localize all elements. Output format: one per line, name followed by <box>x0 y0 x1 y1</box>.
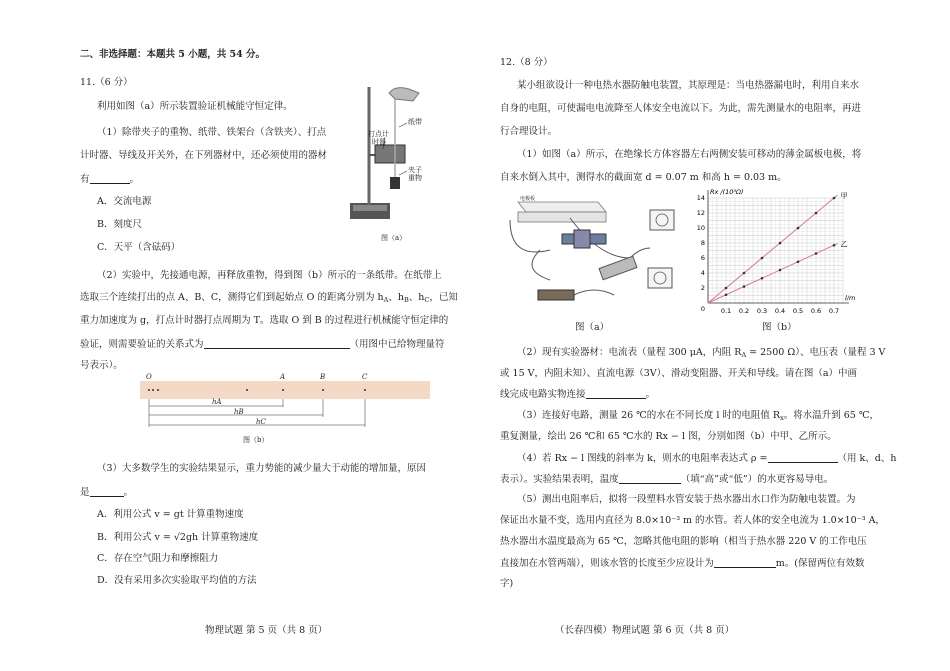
q11-p2-line2: 选取三个连续打出的点 A、B、C，测得它们到起始点 O 的距离分别为 $h_A$、$h_B$、$h_C$，已知 <box>80 292 458 304</box>
y-tick-label: 10 <box>696 224 705 232</box>
tape-label-b: B <box>320 373 326 381</box>
q12-intro-line3: 行合理设计。 <box>500 126 558 137</box>
fig-a-caption-right: 图（a） <box>575 322 610 333</box>
option-1b: B．刻度尺 <box>97 219 142 230</box>
data-point <box>761 257 764 260</box>
data-point <box>833 244 836 247</box>
tape-label-hb: hB <box>234 408 244 416</box>
y-tick-label: 4 <box>700 269 705 277</box>
label-paper-tape: 纸带 <box>408 118 422 126</box>
q12-p3-line1: （3）连接好电路，测量 26 ℃的水在不同长度 l 时的电阻值 $R_x$。将水温升到 65 ℃， <box>517 410 879 422</box>
data-point <box>743 285 746 288</box>
q11-p3-line2: 是 。 <box>80 487 134 498</box>
data-point <box>725 287 728 290</box>
q12-p2-line2: 或 15 V，内阻未知）、直流电源（3V）、滑动变阻器、开关和导线。请在图（a）中画 <box>500 368 858 379</box>
q11-header: 11.（6 分） <box>80 77 133 88</box>
option-3a: A．利用公式 v = gt 计算重物速度 <box>97 509 244 520</box>
q12-p5-line4: 直接加在水管两端），则该水管的长度至少应设计为 m。(保留两位有效数 <box>500 558 865 569</box>
tape-label-a: A <box>280 373 286 381</box>
data-point <box>779 242 782 245</box>
x-tick-label: 0.4 <box>774 307 786 315</box>
q11-p1-line2: 计时器、导线及开关外，在下列器材中，还必须使用的器材 <box>80 150 328 161</box>
x-tick-label: 0.3 <box>756 307 768 315</box>
label-container: 电极板 <box>520 196 536 202</box>
figure-b-caption: 图（b） <box>243 436 269 444</box>
q11-p3-line1: （3）大多数学生的实验结果显示，重力势能的减少量大于动能的增加量，原因 <box>97 463 427 474</box>
x-axis-label: l/m <box>845 294 856 302</box>
data-point <box>725 293 728 296</box>
q11-intro: 利用如图（a）所示装置验证机械能守恒定律。 <box>97 101 293 112</box>
q11-p1-line1: （1）除带夹子的重物、纸带、铁架台（含铁夹）、打点 <box>97 127 327 138</box>
q11-p2-line3: 重力加速度为 g，打点计时器打点周期为 T。选取 O 到 B 的过程进行机械能守恒定律的 <box>80 315 449 326</box>
circuit-figure <box>500 190 680 312</box>
y-axis-label: Rx /(10³Ω) <box>710 188 744 196</box>
q12-header: 12.（8 分） <box>500 57 553 68</box>
data-point <box>779 269 782 272</box>
series-label: 甲 <box>840 192 848 200</box>
q12-intro-line1: 某小组欲设计一种电热水器防触电装置，其原理是：当电热器漏电时，利用自来水 <box>517 80 860 91</box>
q12-intro-line2: 自身的电阻，可使漏电电流降至人体安全电流以下。为此，需先测量水的电阻率，再进 <box>500 103 862 114</box>
label-weight: 重物 <box>408 174 422 182</box>
q11-p2-line1: （2）实验中，先接通电源，再释放重物，得到图（b）所示的一条纸带。在纸带上 <box>97 270 442 281</box>
q11-p2-line5: 号表示）。 <box>80 360 123 371</box>
q12-p5-line1: （5）测出电阻率后，拟将一段塑料水管安装于热水器出水口作为防触电装置。为 <box>517 494 856 505</box>
figure-a-caption: 图（a） <box>381 234 407 242</box>
figure-b-tape <box>135 375 435 433</box>
y-tick-label: 6 <box>700 254 705 262</box>
x-tick-label: 0.1 <box>720 307 732 315</box>
series-line-0 <box>708 195 838 303</box>
label-timer-1: 打点计 <box>368 130 389 138</box>
origin-label: 0 <box>700 305 705 313</box>
q12-p2-line1: （2）现有实验器材：电流表（量程 300 μA，内阻 $R_A = 2500$ Ω）、电压表（量程 3 V <box>517 347 886 359</box>
y-tick-label: 8 <box>700 239 705 247</box>
data-point <box>797 260 800 263</box>
q11-p1-line3: 有 。 <box>80 174 140 185</box>
x-tick-label: 0.2 <box>738 307 750 315</box>
q12-p1-line2: 自来水倒入其中，测得水的截面宽 d = 0.07 m 和高 h = 0.03 m。 <box>500 172 787 183</box>
q12-p4-line2: 表示）。实验结果表明，温度 （填“高”或“低”）的水更容易导电。 <box>500 474 834 485</box>
data-point <box>761 277 764 280</box>
q12-p5-line3: 热水器出水温度最高为 65 ℃，忽略其他电阻的影响（相当于热水器 220 V 的工作电压 <box>500 536 867 547</box>
tape-label-hc: hC <box>256 418 266 426</box>
q11-p2-line4: 验证，则需要验证的关系式为 （用图中已给物理量符 <box>80 339 445 350</box>
fig-b-caption-right: 图（b） <box>762 322 797 333</box>
option-3c: C．存在空气阻力和摩擦阻力 <box>97 553 219 564</box>
x-tick-label: 0.6 <box>810 307 822 315</box>
data-point <box>743 272 746 275</box>
tape-label-o: O <box>146 373 152 381</box>
series-label: 乙 <box>840 240 848 249</box>
label-clip: 夹子 <box>408 166 422 174</box>
q12-p2-line3: 线完成电路实物连接 。 <box>500 389 656 400</box>
option-3b: B．利用公式 v = √2gh 计算重物速度 <box>97 532 259 543</box>
option-1a: A．交流电源 <box>97 196 152 207</box>
q12-p5-line2: 保证出水量不变，选用内直径为 8.0×10⁻³ m 的水管。若人体的安全电流为 1.0×10⁻³ A， <box>500 515 885 526</box>
q12-p5-line5: 字) <box>500 578 514 589</box>
y-tick-label: 2 <box>700 284 705 292</box>
resistance-chart <box>690 185 860 320</box>
footer-left: 物理试题 第 5 页（共 8 页） <box>205 625 328 636</box>
q12-p4-line1: （4）若 Rx − l 图线的斜率为 k，则水的电阻率表达式 ρ = （用 k、d、h <box>517 453 897 464</box>
data-point <box>797 227 800 230</box>
data-point <box>815 252 818 255</box>
x-tick-label: 0.5 <box>792 307 804 315</box>
x-tick-label: 0.7 <box>828 307 840 315</box>
q12-p3-line2: 重复测量，绘出 26 ℃和 65 ℃水的 Rx − l 图，分别如图（b）中甲、乙所示。 <box>500 431 837 442</box>
data-point <box>833 197 836 200</box>
tape-label-c: C <box>362 373 368 381</box>
option-3d: D．没有采用多次实验取平均值的方法 <box>97 575 257 586</box>
section-title: 二、非选择题：本题共 5 小题，共 54 分。 <box>80 49 266 60</box>
tape-label-ha: hA <box>212 398 222 406</box>
y-tick-label: 14 <box>696 194 705 202</box>
series-line-1 <box>708 244 838 303</box>
figure-a-apparatus <box>345 85 430 225</box>
data-point <box>815 212 818 215</box>
footer-right: （长春四模）物理试题 第 6 页（共 8 页） <box>555 625 735 636</box>
q12-p1-line1: （1）如图（a）所示，在绝缘长方体容器左右两侧安装可移动的薄金属板电极，将 <box>517 149 862 160</box>
y-tick-label: 12 <box>696 209 705 217</box>
option-1c: C．天平（含砝码） <box>97 242 181 253</box>
label-timer-2: 时器 <box>372 138 386 146</box>
